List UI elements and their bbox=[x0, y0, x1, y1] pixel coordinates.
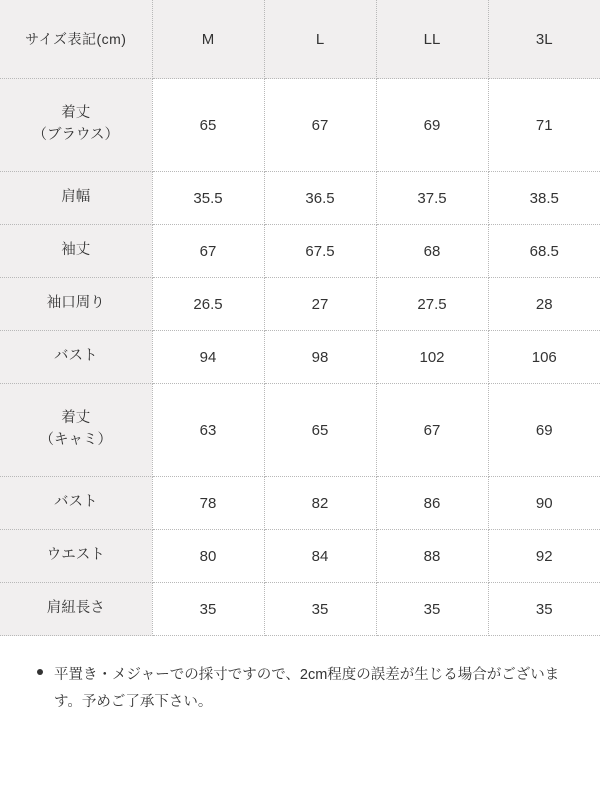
cell-value: 68.5 bbox=[488, 225, 600, 278]
bullet-icon bbox=[37, 669, 43, 675]
table-row bbox=[0, 79, 600, 172]
cell-value: 98 bbox=[264, 331, 376, 384]
cell-value: 78 bbox=[152, 477, 264, 530]
header-label-cell: サイズ表記(cm) bbox=[0, 0, 152, 79]
header-size-l: L bbox=[264, 0, 376, 79]
cell-value: 27.5 bbox=[376, 278, 488, 331]
cell-value: 38.5 bbox=[488, 172, 600, 225]
cell-value: 63 bbox=[152, 384, 264, 477]
cell-value: 35 bbox=[264, 583, 376, 636]
row-label: 袖丈 bbox=[0, 225, 152, 278]
table-row bbox=[0, 225, 600, 278]
notes-section bbox=[0, 636, 600, 716]
note-text: 平置き・メジャーでの採寸ですので、2cm程度の誤差が生じる場合がございます。予めご了承下さい。 bbox=[54, 667, 560, 710]
row-label-line2: （キャミ） bbox=[39, 432, 112, 448]
table-row bbox=[0, 530, 600, 583]
table-header-row bbox=[0, 0, 600, 79]
row-label-line2: （ブラウス） bbox=[32, 127, 120, 143]
cell-value: 71 bbox=[488, 79, 600, 172]
cell-value: 35 bbox=[488, 583, 600, 636]
cell-value: 102 bbox=[376, 331, 488, 384]
cell-value: 67.5 bbox=[264, 225, 376, 278]
cell-value: 36.5 bbox=[264, 172, 376, 225]
cell-value: 37.5 bbox=[376, 172, 488, 225]
cell-value: 80 bbox=[152, 530, 264, 583]
cell-value: 26.5 bbox=[152, 278, 264, 331]
note-item bbox=[54, 662, 566, 716]
cell-value: 67 bbox=[376, 384, 488, 477]
cell-value: 69 bbox=[488, 384, 600, 477]
row-label: ウエスト bbox=[0, 530, 152, 583]
row-label-line1: 着丈 bbox=[61, 105, 91, 122]
header-size-3l: 3L bbox=[488, 0, 600, 79]
table-row bbox=[0, 583, 600, 636]
row-label-line1: 着丈 bbox=[61, 410, 91, 427]
cell-value: 35.5 bbox=[152, 172, 264, 225]
cell-value: 106 bbox=[488, 331, 600, 384]
cell-value: 69 bbox=[376, 79, 488, 172]
cell-value: 68 bbox=[376, 225, 488, 278]
row-label: バスト bbox=[0, 477, 152, 530]
header-size-ll: LL bbox=[376, 0, 488, 79]
row-label: バスト bbox=[0, 331, 152, 384]
table-row bbox=[0, 278, 600, 331]
cell-value: 67 bbox=[152, 225, 264, 278]
row-label: 肩幅 bbox=[0, 172, 152, 225]
cell-value: 84 bbox=[264, 530, 376, 583]
cell-value: 28 bbox=[488, 278, 600, 331]
cell-value: 35 bbox=[152, 583, 264, 636]
note-list bbox=[34, 662, 566, 716]
table-row bbox=[0, 477, 600, 530]
cell-value: 88 bbox=[376, 530, 488, 583]
table-body bbox=[0, 79, 600, 636]
cell-value: 92 bbox=[488, 530, 600, 583]
table-header bbox=[0, 0, 600, 79]
cell-value: 90 bbox=[488, 477, 600, 530]
cell-value: 65 bbox=[152, 79, 264, 172]
cell-value: 67 bbox=[264, 79, 376, 172]
header-size-m: M bbox=[152, 0, 264, 79]
row-label: 肩紐長さ bbox=[0, 583, 152, 636]
table-row bbox=[0, 384, 600, 477]
cell-value: 86 bbox=[376, 477, 488, 530]
row-label: 袖口周り bbox=[0, 278, 152, 331]
cell-value: 27 bbox=[264, 278, 376, 331]
table-row bbox=[0, 172, 600, 225]
cell-value: 94 bbox=[152, 331, 264, 384]
cell-value: 65 bbox=[264, 384, 376, 477]
table-row bbox=[0, 331, 600, 384]
row-label bbox=[0, 79, 152, 172]
cell-value: 82 bbox=[264, 477, 376, 530]
row-label bbox=[0, 384, 152, 477]
cell-value: 35 bbox=[376, 583, 488, 636]
